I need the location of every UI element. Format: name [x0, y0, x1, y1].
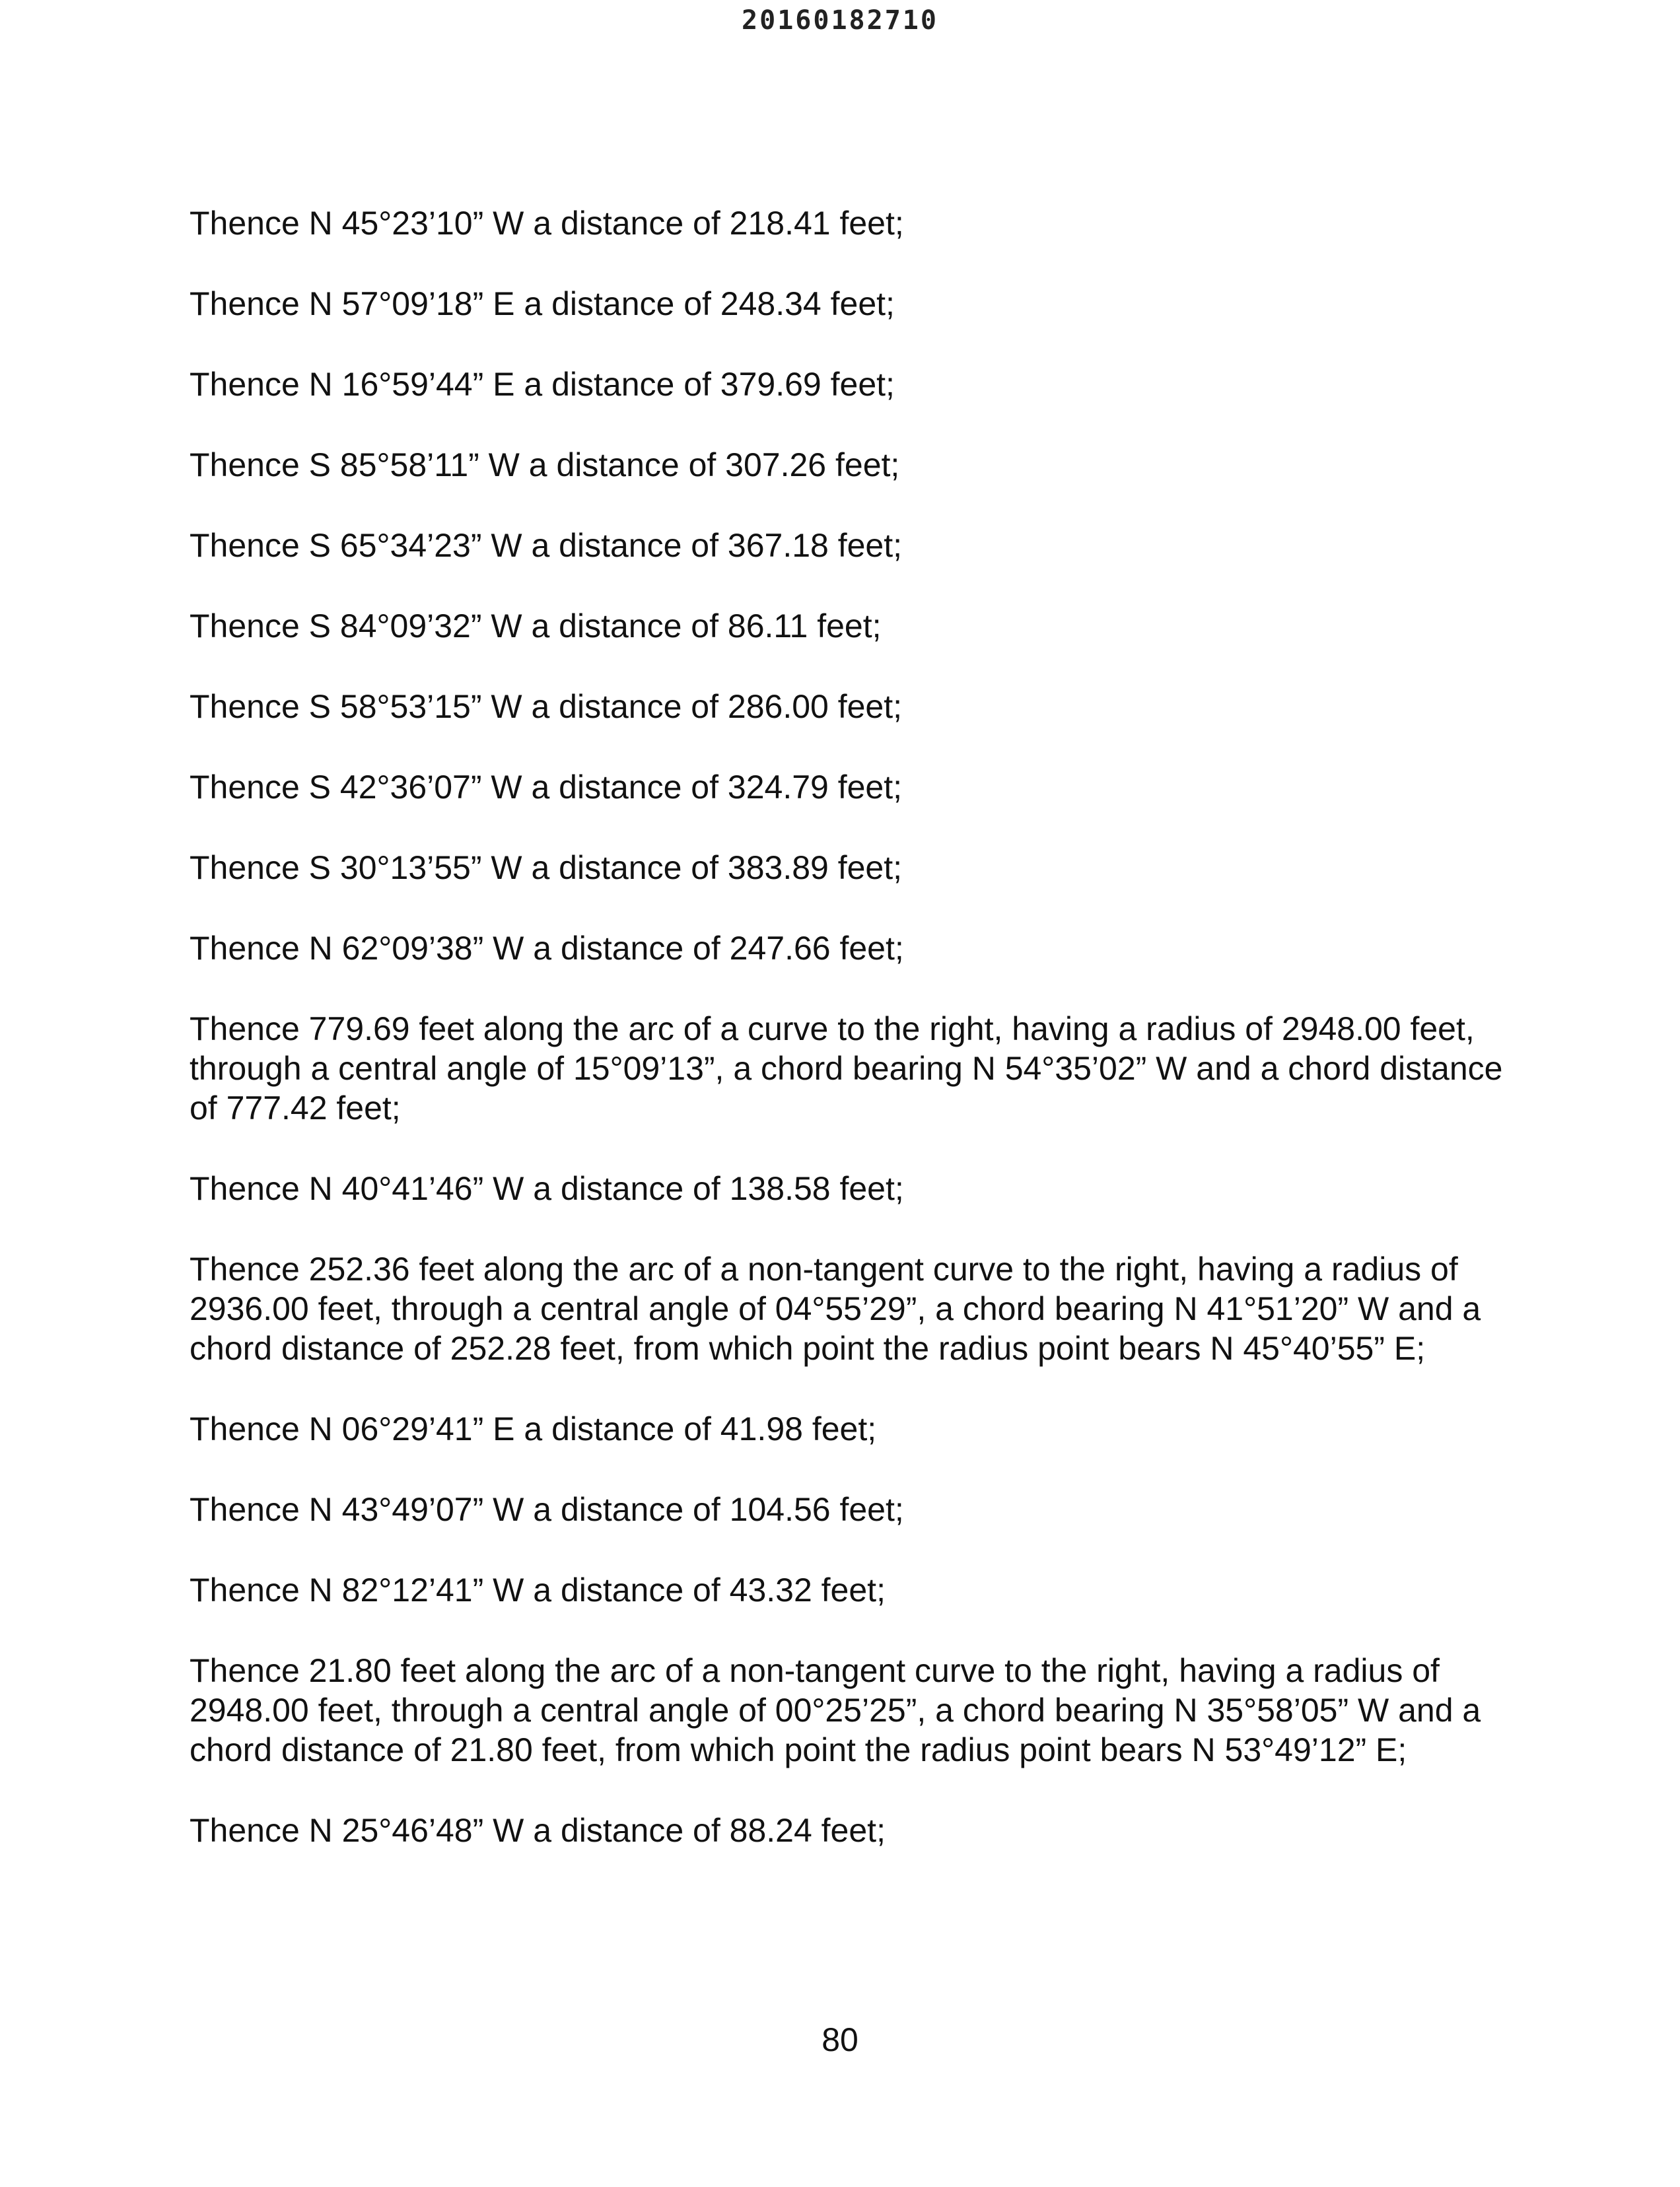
document-number: 20160182710	[742, 5, 938, 36]
paragraph: Thence N 82°12’41” W a distance of 43.32 feet;	[190, 1572, 886, 1609]
paragraph: Thence 779.69 feet along the arc of a curve to the right, having a radius of 2948.00 feet, through a central angle of 15°09’13”, a chord bearing N 54°35’02” W and a chord distance of 777.42 feet;	[190, 1010, 1503, 1127]
paragraph: Thence N 45°23’10” W a distance of 218.41 feet;	[190, 205, 904, 242]
paragraph: Thence N 16°59’44” E a distance of 379.69 feet;	[190, 366, 895, 403]
paragraph: Thence S 42°36’07” W a distance of 324.79 feet;	[190, 769, 903, 806]
page-number: 80	[822, 2021, 858, 2058]
paragraph: Thence N 06°29’41” E a distance of 41.98 feet;	[190, 1410, 877, 1447]
paragraph: Thence N 62°09’38” W a distance of 247.66 feet;	[190, 930, 904, 967]
paragraph: Thence N 57°09’18” E a distance of 248.34 feet;	[190, 285, 895, 322]
paragraph: Thence 21.80 feet along the arc of a non-tangent curve to the right, having a radius of 2948.00 feet, through a central angle of 00°25’25”, a chord bearing N 35°58’05” W and a chord distance of 21.80 feet, from which point the radius point bears N 53°49’12” E;	[190, 1652, 1481, 1768]
paragraph: Thence 252.36 feet along the arc of a non-tangent curve to the right, having a radius of 2936.00 feet, through a central angle of 04°55’29”, a chord bearing N 41°51’20” W and a chord distance of 252.28 feet, from which point the radius point bears N 45°40’55” E;	[190, 1251, 1481, 1367]
paragraph: Thence N 25°46’48” W a distance of 88.24 feet;	[190, 1812, 886, 1849]
paragraph: Thence S 58°53’15” W a distance of 286.00 feet;	[190, 688, 903, 725]
paragraph: Thence N 43°49’07” W a distance of 104.56 feet;	[190, 1491, 904, 1528]
paragraph: Thence S 65°34’23” W a distance of 367.18 feet;	[190, 527, 903, 564]
paragraph: Thence S 30°13’55” W a distance of 383.89 feet;	[190, 849, 903, 886]
legal-description-body	[190, 203, 1510, 1891]
paragraph: Thence S 85°58’11” W a distance of 307.26 feet;	[190, 446, 900, 483]
paragraph: Thence N 40°41’46” W a distance of 138.58 feet;	[190, 1170, 904, 1207]
paragraph: Thence S 84°09’32” W a distance of 86.11 feet;	[190, 608, 882, 644]
